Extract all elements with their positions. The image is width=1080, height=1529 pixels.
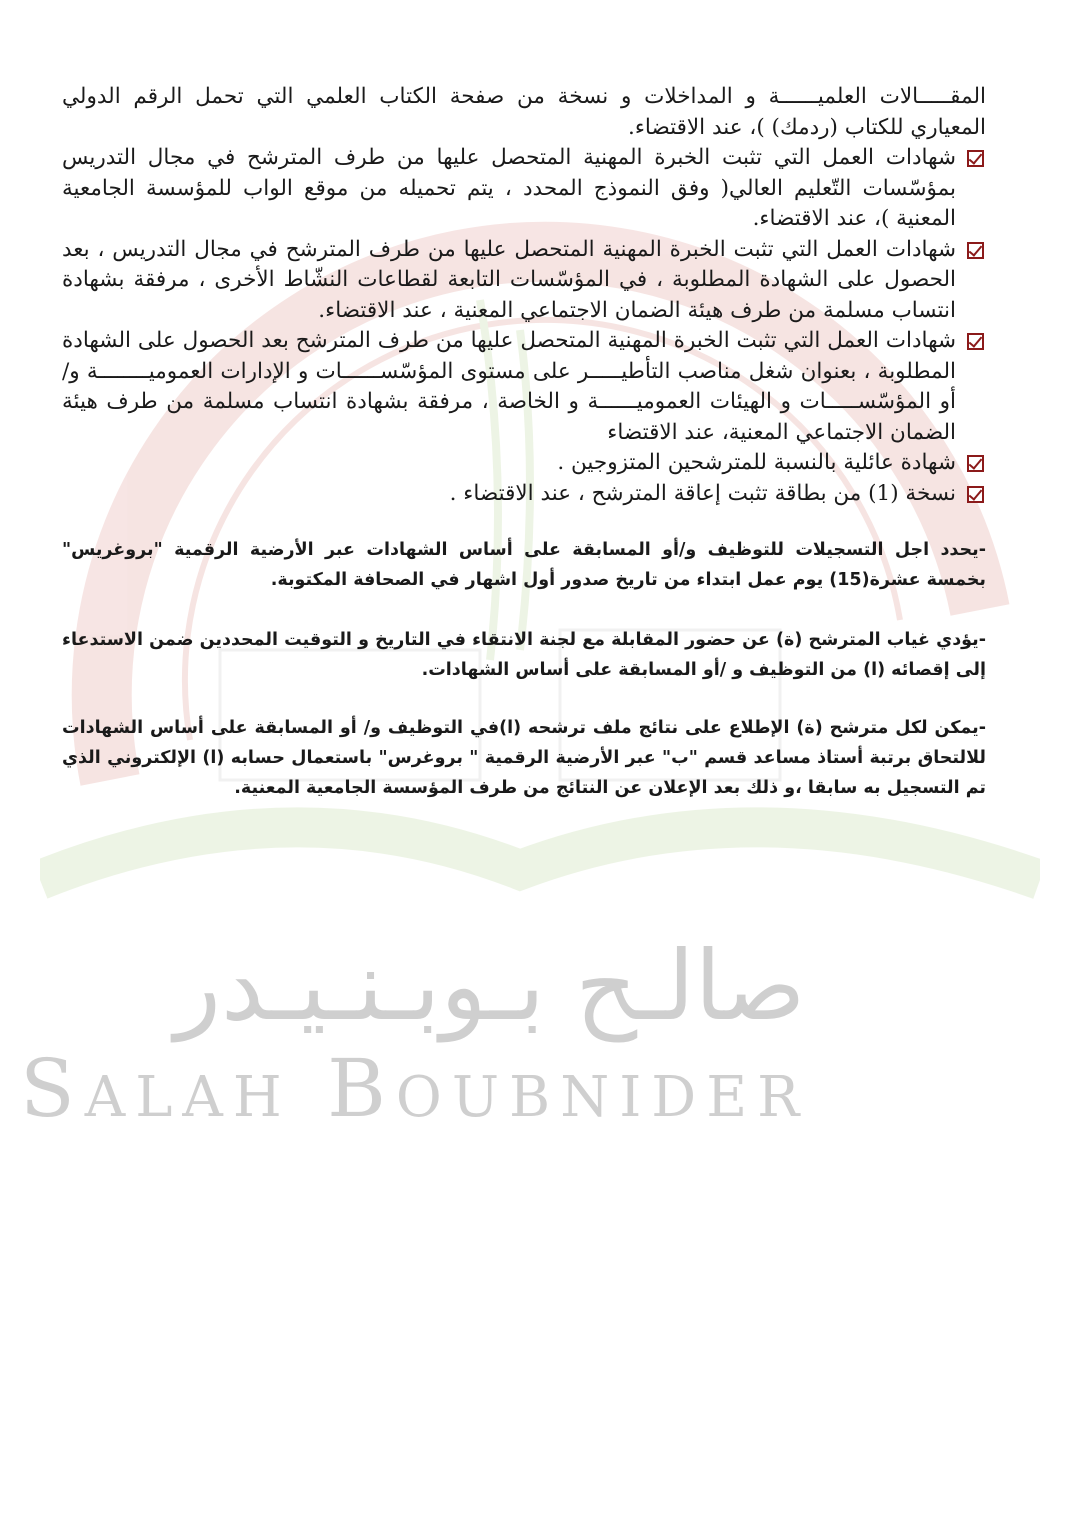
- list-item-text: نسخة (1) من بطاقة تثبت إعاقة المترشح ، عند الاقتضاء .: [449, 480, 956, 506]
- absence-exclusion-notice: -يؤدي غياب المترشح (ة) عن حضور المقابلة مع لجنة الانتقاء في التاريخ و التوقيت المحددين ضمن الاستدعاء إلى إقصائه (ا) من التوظيف و /أو المسابقة على أساس الشهادات.: [62, 630, 986, 680]
- intro-paragraph: المقـــــالات العلميــــــة و المداخلات و نسخة من صفحة الكتاب العلمي التي تحمل الرقم الدولي المعياري للكتاب (ردمك) )، عند الاقتضاء.: [62, 84, 986, 140]
- checkbox-checked-icon: [967, 333, 984, 350]
- list-item: [62, 235, 986, 327]
- signature-latin-watermark: Salah Boubnider: [20, 1042, 810, 1135]
- list-item-text: شهادات العمل التي تثبت الخبرة المهنية المتحصل عليها من طرف المترشح في مجال التدريس بمؤسّسات التّعليم العالي( وفق النموذج المحدد ، يتم تحميله من موقع الواب للمؤسسة الجامعية المعنية )، عند الاقتضاء.: [62, 145, 956, 231]
- list-item: [62, 143, 986, 235]
- list-item: [62, 448, 986, 479]
- list-item: [62, 326, 986, 448]
- results-consultation-notice: -يمكن لكل مترشح (ة) الإطلاع على نتائج ملف ترشحه (ا)في التوظيف و/ أو المسابقة على أساس الشهادات للالتحاق برتبة أستاذ مساعد قسم "ب" عبر الأرضية الرقمية " بروغرس" باستعمال حسابه (ا) الإلكتروني الذي تم التسجيل به سابقا ،و ذلك بعد الإعلان عن النتائج من طرف المؤسسة الجامعية المعنية.: [62, 718, 986, 798]
- document-body: [62, 82, 986, 803]
- list-item: [62, 479, 986, 510]
- list-item-text: شهادة عائلية بالنسبة للمترشحين المتزوجين .: [557, 450, 956, 475]
- signature-arabic-watermark: صالـح بـوبـنـيـدر: [174, 930, 806, 1042]
- checkbox-checked-icon: [967, 242, 984, 259]
- registration-deadline-notice: -يحدد اجل التسجيلات للتوظيف و/أو المسابقة على أساس الشهادات عبر الأرضية الرقمية "بروغريس" بخمسة عشرة(15) يوم عمل ابتداء من تاريخ صدور أول اشهار في الصحافة المكتوبة.: [62, 540, 986, 590]
- checkbox-checked-icon: [967, 455, 984, 472]
- list-item-text: شهادات العمل التي تثبت الخبرة المهنية المتحصل عليها من طرف المترشح بعد الحصول على الشهادة المطلوبة ، بعنوان شغل مناصب التأطيـــــر على مستوى المؤسّســــــات و الإدارات العموميــــــــة و/ أو المؤسّســـــات و الهيئات العموميــــــة و الخاصة ، مرفقة بشهادة انتساب مسلمة من طرف هيئة الضمان الاجتماعي المعنية، عند الاقتضاء: [62, 328, 956, 445]
- checkbox-checked-icon: [967, 486, 984, 503]
- list-item-text: شهادات العمل التي تثبت الخبرة المهنية المتحصل عليها من طرف المترشح في مجال التدريس ، بعد الحصول على الشهادة المطلوبة ، في المؤسّسات التابعة لقطاعات النشّاط الأخرى ، مرفقة بشهادة انتساب مسلمة من طرف هيئة الضمان الاجتماعي المعنية ، عند الاقتضاء.: [62, 236, 956, 323]
- checkbox-checked-icon: [967, 150, 984, 167]
